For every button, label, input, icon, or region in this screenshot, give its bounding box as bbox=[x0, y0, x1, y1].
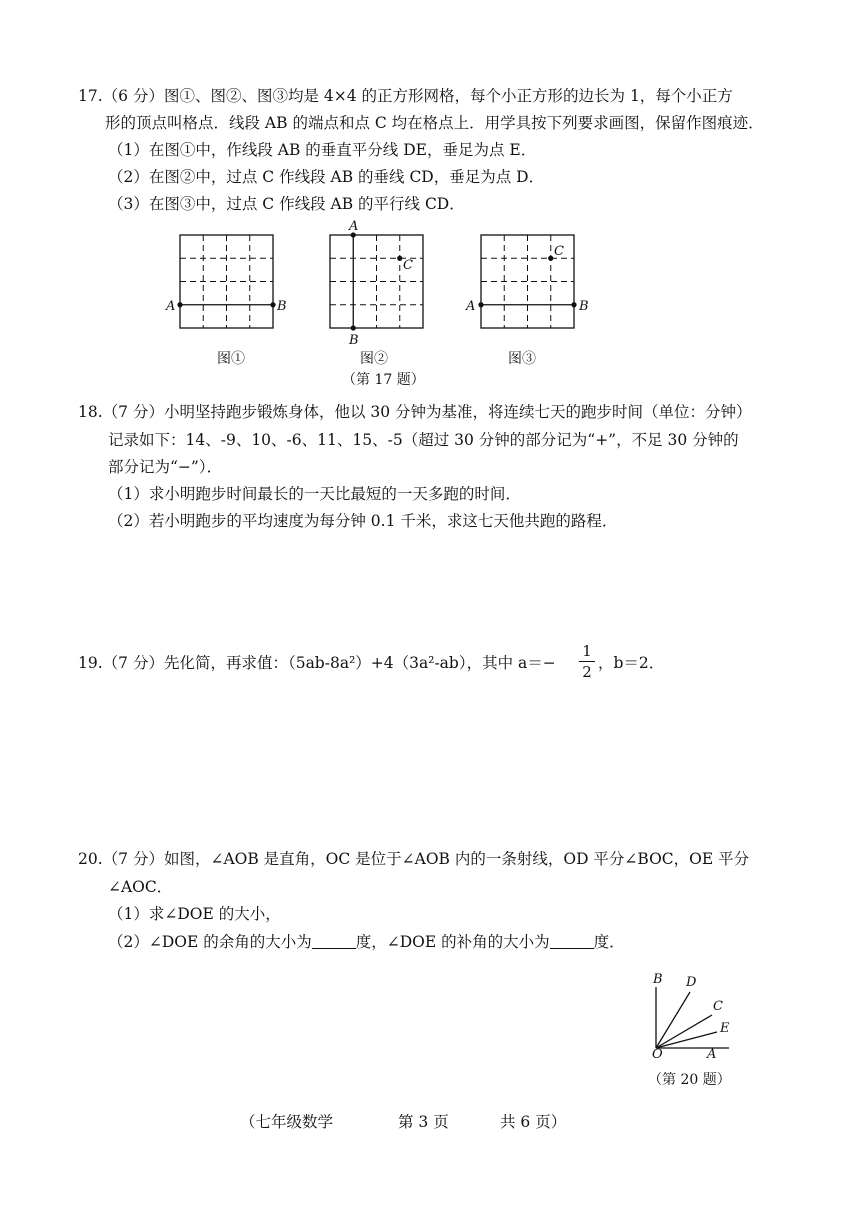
q20-point-a-label: A bbox=[707, 1047, 717, 1062]
q18-line1 bbox=[78, 402, 752, 422]
q17-caption: （第 17 题） bbox=[342, 372, 425, 388]
fig3-point-c-label: C bbox=[554, 244, 564, 259]
q18-text-line1: 小明坚持跑步锻炼身体，他以 30 分钟为基准，将连续七天的跑步时间（单位：分钟） bbox=[163, 403, 752, 421]
q18-number: 18. bbox=[78, 403, 103, 421]
q19-line bbox=[78, 653, 556, 673]
fig2-point-c-label: C bbox=[403, 258, 413, 273]
fig2-point-b-label: B bbox=[349, 333, 359, 348]
q19-text: 先化简，再求值：（5ab-8a²）+4（3a²-ab），其中 a＝− bbox=[163, 654, 556, 672]
fig2-point-a-label: A bbox=[349, 219, 359, 234]
q18-score: （7 分） bbox=[102, 403, 164, 421]
q20-line1 bbox=[78, 849, 749, 869]
q17-part1: （1）在图①中，作线段 AB 的垂直平分线 DE，垂足为点 E． bbox=[108, 141, 537, 159]
footer-subject: （七年级数学 bbox=[240, 1113, 334, 1131]
q20-figure bbox=[645, 980, 735, 1055]
q18-text-line2: 记录如下：14、-9、10、-6、11、15、-5（超过 30 分钟的部分记为“+”，不足 30 分钟的 bbox=[108, 431, 739, 449]
q19-fraction-denominator: 2 bbox=[582, 663, 592, 681]
fig3-point-a-label: A bbox=[466, 299, 476, 314]
q20-part1: （1）求∠DOE 的大小， bbox=[108, 905, 281, 923]
fig3-point-b-label: B bbox=[579, 299, 589, 314]
q17-figure-1 bbox=[170, 228, 290, 340]
q17-number: 17. bbox=[78, 87, 103, 105]
q19-fraction bbox=[579, 642, 595, 681]
q20-point-c-label: C bbox=[713, 999, 723, 1014]
q20-text-line2: ∠AOC． bbox=[108, 878, 173, 896]
footer-page: 第 3 页 bbox=[398, 1113, 449, 1131]
q20-caption: （第 20 题） bbox=[648, 1072, 731, 1088]
q20-part2-b: 度，∠DOE 的补角的大小为 bbox=[355, 933, 550, 951]
q18-text-line3: 部分记为“−”）． bbox=[108, 458, 223, 476]
q18-part1: （1）求小明跑步时间最长的一天比最短的一天多跑的时间． bbox=[108, 485, 521, 503]
q19-tail: ，b＝2． bbox=[598, 654, 665, 672]
q18-part2: （2）若小明跑步的平均速度为每分钟 0.1 千米，求这七天他共跑的路程． bbox=[108, 512, 618, 530]
q20-part2 bbox=[108, 932, 625, 952]
footer-total: 共 6 页） bbox=[500, 1113, 567, 1131]
q20-part2-c: 度． bbox=[593, 933, 625, 951]
q20-score: （7 分） bbox=[102, 850, 164, 868]
q19-fraction-bar bbox=[579, 661, 595, 662]
q19-fraction-numerator: 1 bbox=[582, 642, 592, 660]
q17-figure-3 bbox=[471, 228, 591, 340]
q19-number: 19. bbox=[78, 654, 103, 672]
q17-score: （6 分） bbox=[102, 87, 164, 105]
q20-part2-a: （2）∠DOE 的余角的大小为 bbox=[108, 933, 312, 951]
q17-figure-2 bbox=[320, 228, 440, 340]
q20-text-line1: 如图，∠AOB 是直角，OC 是位于∠AOB 内的一条射线，OD 平分∠BOC，OE 平分 bbox=[163, 850, 750, 868]
fig1-point-b-label: B bbox=[277, 299, 287, 314]
q20-point-e-label: E bbox=[720, 1021, 730, 1036]
q17-part2: （2）在图②中，过点 C 作线段 AB 的垂线 CD，垂足为点 D． bbox=[108, 168, 545, 186]
q20-point-b-label: B bbox=[653, 972, 663, 987]
q20-blank-2 bbox=[550, 932, 594, 949]
fig3-label: 图③ bbox=[508, 351, 536, 367]
q20-point-d-label: D bbox=[686, 975, 697, 990]
fig2-label: 图② bbox=[360, 351, 388, 367]
q17-line1 bbox=[78, 86, 733, 106]
fig1-point-a-label: A bbox=[166, 299, 176, 314]
q20-blank-1 bbox=[312, 932, 356, 949]
q17-part3: （3）在图③中，过点 C 作线段 AB 的平行线 CD． bbox=[108, 195, 465, 213]
q20-number: 20. bbox=[78, 850, 103, 868]
q17-text-line1: 图①、图②、图③均是 4×4 的正方形网格，每个小正方形的边长为 1，每个小正方 bbox=[163, 87, 733, 105]
fig1-label: 图① bbox=[217, 351, 245, 367]
q17-text-line2: 形的顶点叫格点．线段 AB 的端点和点 C 均在格点上．用学具按下列要求画图，保留作图痕迹． bbox=[105, 114, 764, 132]
q20-point-o-label: O bbox=[652, 1047, 663, 1062]
q19-score: （7 分） bbox=[102, 654, 164, 672]
